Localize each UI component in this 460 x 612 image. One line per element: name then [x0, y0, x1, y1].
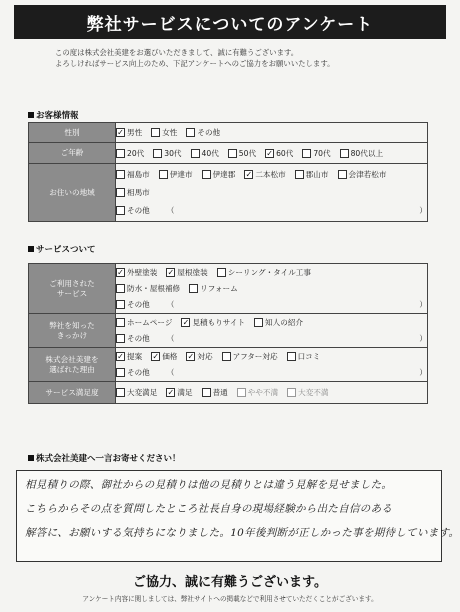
checked-checkbox-icon[interactable]: ✓	[182, 318, 190, 327]
checkbox-option[interactable]	[166, 387, 192, 398]
checkbox-label: 対応	[197, 352, 213, 361]
checkbox-option[interactable]	[153, 148, 181, 159]
checkbox-option[interactable]	[116, 351, 142, 362]
area-other-option[interactable]: その他	[116, 205, 150, 216]
how-known-row1	[116, 315, 427, 331]
checkbox-label: 口コミ	[297, 352, 321, 361]
square-bullet-icon	[28, 455, 34, 461]
checkbox[interactable]	[295, 170, 304, 179]
used-service-label: ご利用された サービス	[29, 264, 116, 314]
checkbox-label: 70代	[313, 148, 331, 158]
checkbox[interactable]	[340, 149, 349, 158]
checkbox-option[interactable]	[116, 387, 157, 398]
service-info-table	[28, 263, 428, 404]
satisfaction-options	[116, 387, 427, 398]
used-service-other-field[interactable]: （ ）	[166, 300, 427, 309]
checkbox[interactable]	[217, 268, 226, 277]
checkbox-label: 提案	[127, 352, 143, 361]
reason-other-field[interactable]: （ ）	[166, 368, 427, 377]
checkbox-option[interactable]	[244, 169, 285, 180]
comment-line-1: 相見積りの際、御社からの見積りは他の見積りとは違う見解を見せました。	[25, 479, 393, 491]
checkbox[interactable]	[116, 318, 125, 327]
checkbox-label: 伊達郡	[212, 170, 236, 179]
checkbox-label: 男性	[127, 128, 143, 137]
area-other-row	[116, 202, 427, 220]
intro-text	[55, 47, 435, 69]
checkbox[interactable]	[159, 170, 168, 179]
used-service-row2	[116, 281, 427, 297]
gender-label: 性別	[29, 123, 116, 143]
checked-checkbox-icon[interactable]: ✓	[152, 352, 160, 361]
square-bullet-icon	[28, 246, 34, 252]
how-known-other-option[interactable]: その他	[116, 333, 150, 344]
reason-row1	[116, 349, 427, 365]
checkbox-label: ホームページ	[127, 318, 173, 327]
checkbox-label: 福島市	[127, 170, 150, 179]
checkbox-option[interactable]	[340, 148, 383, 159]
checkbox-option[interactable]	[237, 387, 278, 398]
checkbox-option[interactable]	[254, 317, 303, 328]
checkbox-label: 女性	[162, 128, 178, 137]
checkbox-label: 普通	[212, 388, 228, 397]
checkbox-label: シーリング・タイル工事	[227, 268, 311, 277]
checkbox[interactable]	[228, 149, 237, 158]
how-known-label: 弊社を知った きっかけ	[29, 314, 116, 348]
checkbox-label: 50代	[238, 148, 257, 158]
checkbox[interactable]	[254, 318, 263, 327]
thanks-message: ご協力、誠に有難うございます。	[133, 575, 327, 590]
checked-checkbox-icon[interactable]: ✓	[117, 352, 124, 361]
checkbox-option[interactable]	[189, 283, 238, 294]
comment-box[interactable]	[16, 470, 460, 562]
checkbox-option[interactable]	[181, 317, 245, 328]
checkbox[interactable]	[116, 300, 125, 309]
checkbox-label: 30代	[164, 148, 182, 158]
reason-other-row	[116, 365, 427, 381]
checkbox-label: 外壁塗装	[127, 268, 158, 277]
intro-line-1: この度は株式会社美建をお選びいただきまして、誠に有難うございます。	[55, 48, 299, 57]
checkbox-option[interactable]	[222, 351, 278, 362]
checkbox-label: 知人の紹介	[265, 318, 304, 327]
checkbox[interactable]	[116, 368, 125, 377]
checkbox-option[interactable]	[202, 387, 228, 398]
checkbox[interactable]	[202, 170, 211, 179]
checkbox-option[interactable]	[302, 148, 330, 159]
used-service-row1	[116, 265, 427, 281]
checkbox-option[interactable]	[116, 127, 142, 138]
checkbox-label: 伊達市	[169, 170, 193, 179]
checkbox-option[interactable]	[186, 351, 212, 362]
service-section-heading: サービスついて	[28, 243, 96, 255]
checkbox[interactable]	[189, 284, 198, 293]
area-options-row1	[116, 166, 427, 184]
checkbox[interactable]	[191, 149, 200, 158]
checkbox-label: 屋根塗装	[177, 268, 208, 277]
checkbox-option[interactable]	[116, 187, 150, 198]
checkbox-option[interactable]	[116, 317, 172, 328]
checkbox-option[interactable]	[191, 148, 219, 159]
checked-checkbox-icon[interactable]: ✓	[266, 148, 273, 158]
page-title: 弊社サービスについてのアンケート	[14, 5, 446, 39]
checkbox-label: 相馬市	[127, 188, 150, 197]
comment-line-2: こちらからその点を質問したところ社長自身の現場経験から出た自信のある	[25, 503, 393, 515]
checkbox-option[interactable]	[228, 148, 256, 159]
footnote: アンケート内容に関しましては、弊社サイトへの掲載などで利用させていただくことがございます。	[82, 595, 378, 603]
checkbox[interactable]	[222, 352, 231, 361]
checkbox-label: 20代	[127, 148, 145, 158]
checkbox-label: 防水・屋根補修	[127, 284, 181, 293]
age-label: ご年齢	[29, 143, 116, 164]
checkbox-option[interactable]	[116, 267, 157, 278]
checkbox[interactable]	[116, 284, 125, 293]
satisfaction-label: サービス満足度	[29, 382, 116, 404]
checkbox-label: リフォーム	[200, 284, 238, 293]
checkbox-label: アフター対応	[232, 352, 278, 361]
checkbox[interactable]	[237, 388, 246, 397]
checkbox[interactable]	[202, 388, 211, 397]
checkbox-label: 見積もりサイト	[192, 318, 246, 327]
reason-other-option[interactable]: その他	[116, 367, 150, 378]
checked-checkbox-icon[interactable]: ✓	[167, 388, 175, 397]
checkbox[interactable]	[116, 188, 125, 197]
checked-checkbox-icon[interactable]: ✓	[117, 128, 124, 137]
checkbox[interactable]	[287, 388, 296, 397]
checkbox-label: 40代	[201, 148, 219, 158]
checkbox-label: 80代以上	[350, 148, 384, 158]
checkbox[interactable]	[302, 149, 311, 158]
checkbox[interactable]	[151, 128, 160, 137]
checkbox[interactable]	[116, 170, 125, 179]
area-label: お住いの地域	[29, 164, 116, 222]
checkbox-option[interactable]	[151, 351, 177, 362]
checkbox-label: 郡山市	[305, 170, 329, 179]
checkbox-option[interactable]	[151, 127, 177, 138]
comment-section-heading: 株式会社美建へ一言お寄せください！	[28, 452, 181, 464]
how-known-other-field[interactable]: （ ）	[166, 334, 427, 343]
checkbox-label: 二本松市	[255, 170, 286, 179]
checkbox-option[interactable]	[295, 169, 329, 180]
checkbox-option[interactable]	[186, 127, 220, 138]
area-other-field[interactable]: （ ）	[166, 206, 427, 215]
checked-checkbox-icon[interactable]: ✓	[245, 170, 253, 179]
checkbox-label: 大変満足	[127, 388, 158, 397]
checkbox-label: 60代	[276, 148, 294, 158]
how-known-other-row	[116, 331, 427, 347]
checkbox-label: 大変不満	[298, 388, 329, 397]
customer-info-table	[28, 122, 428, 222]
square-bullet-icon	[28, 112, 34, 118]
checkbox-option[interactable]	[159, 169, 193, 180]
checkbox-option[interactable]	[217, 267, 311, 278]
checkbox[interactable]	[186, 128, 195, 137]
checkbox-option[interactable]	[287, 387, 328, 398]
checkbox-label: 満足	[177, 388, 193, 397]
reason-label: 株式会社美建を 選ばれた理由	[29, 348, 116, 382]
checkbox[interactable]	[116, 149, 125, 158]
age-options	[116, 148, 427, 159]
checkbox-label: 会津若松市	[348, 170, 387, 179]
checkbox-option[interactable]	[338, 169, 387, 180]
checkbox[interactable]	[116, 334, 125, 343]
checkbox-option[interactable]	[116, 169, 150, 180]
used-service-other-row	[116, 297, 427, 313]
checkbox-label: その他	[197, 128, 221, 137]
checkbox-option[interactable]	[116, 148, 144, 159]
checkbox[interactable]	[338, 170, 347, 179]
checkbox-option[interactable]	[287, 351, 321, 362]
checkbox-option[interactable]	[202, 169, 236, 180]
intro-line-2: よろしければサービス向上のため、下記アンケートへのご協力をお願いいたします。	[55, 59, 335, 68]
gender-options	[116, 127, 427, 138]
checkbox-label: 価格	[162, 352, 178, 361]
comment-line-3: 解答に、お願いする気持ちになりました。10年後判断が正しかった事を期待しています。	[25, 527, 460, 539]
checkbox-option[interactable]	[265, 148, 293, 159]
checkbox[interactable]	[116, 388, 125, 397]
checked-checkbox-icon[interactable]: ✓	[117, 268, 124, 277]
checked-checkbox-icon[interactable]: ✓	[167, 268, 175, 277]
checkbox-option[interactable]	[116, 283, 180, 294]
area-options-row2	[116, 184, 427, 202]
checkbox-label: やや不満	[247, 388, 279, 397]
used-service-other-option[interactable]: その他	[116, 299, 150, 310]
checkbox[interactable]	[153, 149, 162, 158]
customer-section-heading: お客様情報	[28, 109, 79, 121]
checkbox[interactable]	[116, 206, 125, 215]
checkbox[interactable]	[287, 352, 296, 361]
checkbox-option[interactable]	[166, 267, 207, 278]
checked-checkbox-icon[interactable]: ✓	[187, 352, 195, 361]
